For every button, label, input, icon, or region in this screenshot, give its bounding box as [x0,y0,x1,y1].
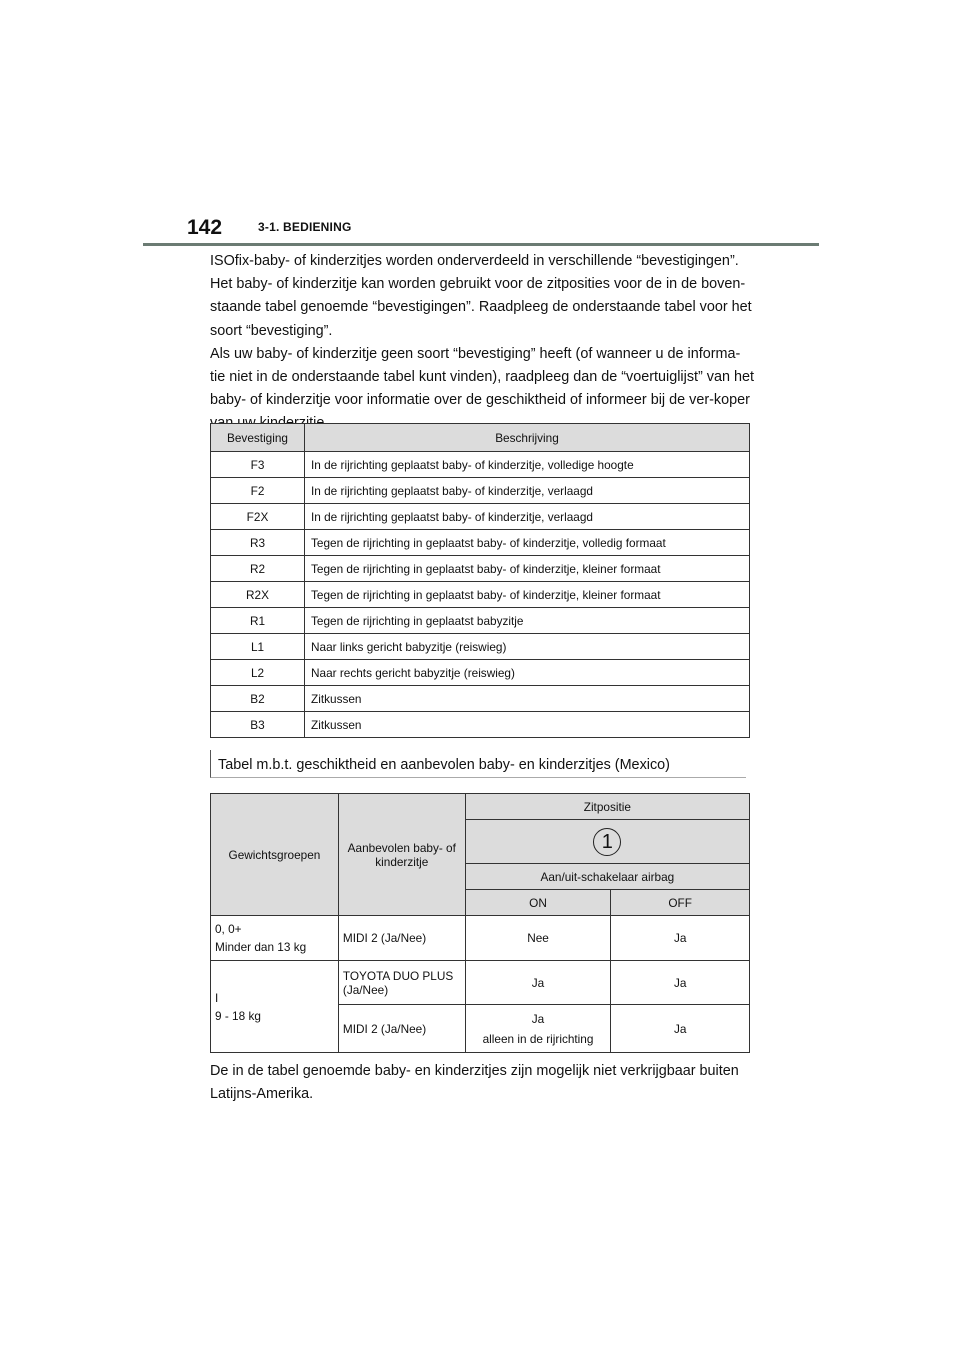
seat-midi2: MIDI 2 (Ja/Nee) [338,916,465,961]
table-row [211,712,750,738]
fixation-code: R1 [211,608,305,634]
table-row [211,478,750,504]
intro-paragraph-2: Als uw baby- of kinderzitje geen soort “bevestiging” heeft (of wanneer u de informa-tie niet in de onderstaande tabel kunt vinden), raadpleeg dan de “voertuiglijst” van het baby- of kinderzitje voor informatie over de geschiktheid of informeer bij de ver-koper [210,345,755,409]
fixation-code: B3 [211,712,305,738]
footnote: De in de tabel genoemde baby- en kinderzitjes zijn mogelijk niet verkrijgbaar buiten Latijns-Amerika. [210,1063,739,1102]
weight-group-1 [211,961,339,1053]
page-number: 142 [187,216,223,239]
fixation-code: L2 [211,660,305,686]
fixation-desc: Tegen de rijrichting in geplaatst baby- of kinderzitje, kleiner formaat [305,556,750,582]
seat-position-cell [465,820,749,864]
suitability-caption: Tabel m.b.t. geschiktheid en aanbevolen baby- en kinderzitjes (Mexico) [210,750,746,778]
weight-group-0-range: Minder dan 13 kg [215,940,307,954]
header-off: OFF [611,890,750,916]
fixation-code: R3 [211,530,305,556]
table-row [211,660,750,686]
fixation-table [210,423,750,738]
header-divider [143,243,819,246]
intro-paragraph-1: ISOfix-baby- of kinderzitjes worden onderverdeeld in verschillende “bevestigingen”. Het baby- of kinderzitje kan worden gebruikt voor de zitposities voor de in de boven-staande tabel genoemde “bevestigingen”. Raadpleeg de onderstaande tabel voor het soort “bevestiging”. [210,253,752,339]
table-row [211,556,750,582]
header-weight-groups: Gewichtsgroepen [211,794,339,916]
table-row [211,916,750,961]
header-airbag-switch: Aan/uit-schakelaar airbag [465,864,749,890]
fixation-desc: Naar rechts gericht babyzitje (reiswieg) [305,660,750,686]
fixation-code: F2X [211,504,305,530]
fixation-code: R2X [211,582,305,608]
table-row [211,686,750,712]
fixation-header-code: Bevestiging [211,424,305,452]
weight-group-1-range: 9 - 18 kg [215,1008,261,1023]
table-row [211,582,750,608]
intro-text [210,250,755,436]
value-off: Ja [611,916,750,961]
table-row [211,961,750,1005]
table-row [211,452,750,478]
value-off: Ja [611,1005,750,1053]
fixation-desc: Tegen de rijrichting in geplaatst baby- of kinderzitje, volledig formaat [305,530,750,556]
table-row [211,634,750,660]
header-seat-position: Zitpositie [465,794,749,820]
value-off: Ja [611,961,750,1005]
table-row [211,608,750,634]
value-on-line1: Ja [531,1011,545,1026]
fixation-desc: In de rijrichting geplaatst baby- of kinderzitje, verlaagd [305,504,750,530]
fixation-desc: Tegen de rijrichting in geplaatst babyzitje [305,608,750,634]
seat-number-badge: 1 [593,828,621,856]
fixation-desc: In de rijrichting geplaatst baby- of kinderzitje, volledige hoogte [305,452,750,478]
fixation-code: F2 [211,478,305,504]
fixation-code: L1 [211,634,305,660]
value-on: Ja [465,961,611,1005]
section-title: 3-1. BEDIENING [258,220,352,234]
weight-group-0 [211,916,339,961]
fixation-desc: Zitkussen [305,712,750,738]
value-on-line2: alleen in de rijrichting [482,1031,594,1046]
fixation-desc: Zitkussen [305,686,750,712]
table-row [211,530,750,556]
suitability-table [210,793,750,1053]
value-on: Nee [465,916,611,961]
fixation-header-desc: Beschrijving [305,424,750,452]
fixation-code: F3 [211,452,305,478]
header-on: ON [465,890,611,916]
fixation-desc: In de rijrichting geplaatst baby- of kinderzitje, verlaagd [305,478,750,504]
seat-midi2: MIDI 2 (Ja/Nee) [338,1005,465,1053]
weight-group-1-name: I [215,990,219,1005]
header-recommended-seat: Aanbevolen baby- of kinderzitje [338,794,465,916]
table-row [211,504,750,530]
fixation-code: R2 [211,556,305,582]
weight-group-0-name: 0, 0+ [215,922,242,936]
fixation-desc: Naar links gericht babyzitje (reiswieg) [305,634,750,660]
seat-toyota-duo-plus: TOYOTA DUO PLUS (Ja/Nee) [338,961,465,1005]
value-on [465,1005,611,1053]
fixation-code: B2 [211,686,305,712]
fixation-desc: Tegen de rijrichting in geplaatst baby- of kinderzitje, kleiner formaat [305,582,750,608]
